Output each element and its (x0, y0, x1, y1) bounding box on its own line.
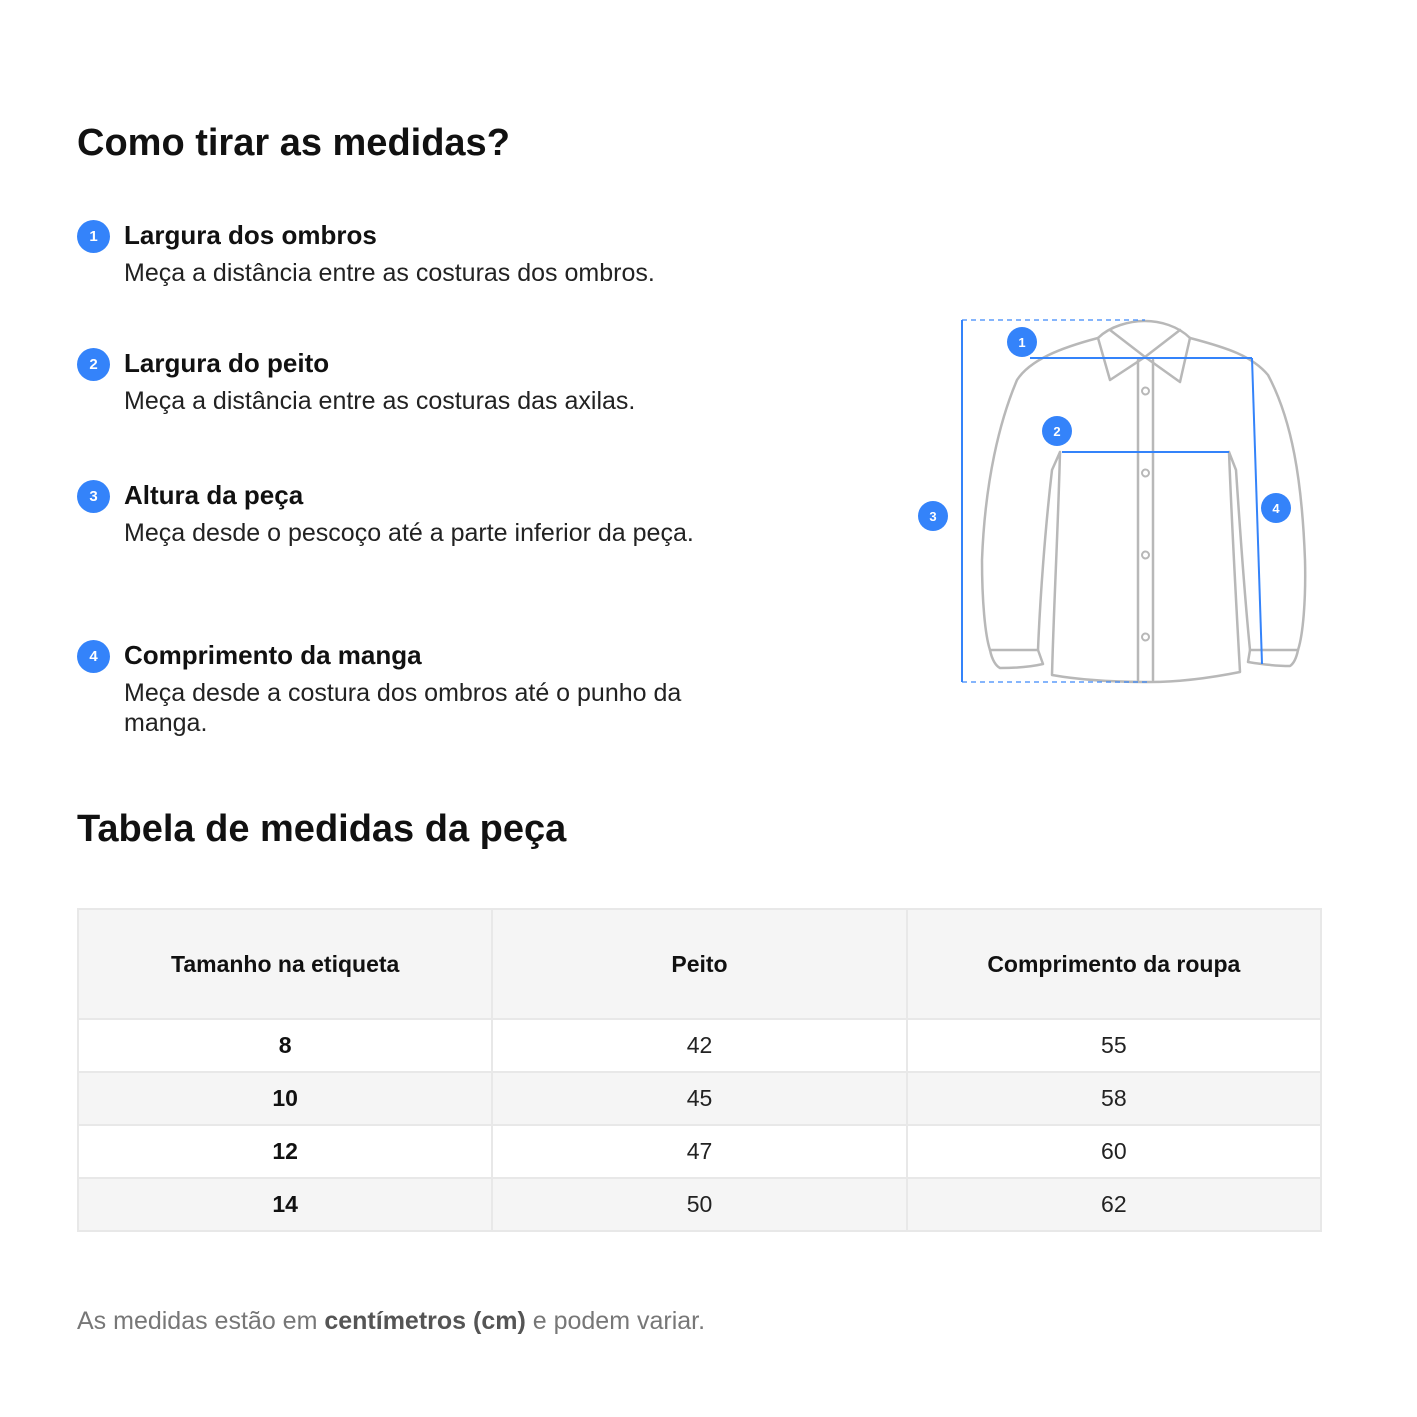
size-table-title: Tabela de medidas da peça (77, 808, 567, 850)
table-row (78, 1019, 1321, 1072)
size-cell: 12 (78, 1125, 492, 1178)
step-title: Comprimento da manga (124, 640, 422, 670)
size-cell: 14 (78, 1178, 492, 1231)
step-number-badge: 4 (77, 640, 110, 673)
size-table (77, 908, 1322, 1232)
step-number-badge: 1 (77, 220, 110, 253)
column-header-length: Comprimento da roupa (907, 909, 1321, 1019)
how-to-measure-title: Como tirar as medidas? (77, 122, 510, 164)
table-row (78, 1178, 1321, 1231)
table-row (78, 1072, 1321, 1125)
step-description: Meça desde o pescoço até a parte inferior da peça. (124, 519, 694, 547)
column-header-chest: Peito (492, 909, 906, 1019)
length-cell: 58 (907, 1072, 1321, 1125)
svg-text:2: 2 (1053, 424, 1061, 439)
table-row (78, 1125, 1321, 1178)
length-cell: 60 (907, 1125, 1321, 1178)
chest-cell: 45 (492, 1072, 906, 1125)
chest-cell: 47 (492, 1125, 906, 1178)
step-description: Meça a distância entre as costuras das axilas. (124, 387, 636, 415)
svg-text:1: 1 (1018, 335, 1026, 350)
chest-cell: 42 (492, 1019, 906, 1072)
table-header-row (78, 909, 1321, 1019)
step-title: Largura do peito (124, 348, 330, 378)
step-description: Meça desde a costura dos ombros até o punho da manga. (124, 679, 682, 737)
measurement-footnote: As medidas estão em centímetros (cm) e podem variar. (77, 1307, 706, 1335)
step-title: Altura da peça (124, 480, 304, 510)
measure-marker-2 (1042, 416, 1072, 446)
measure-marker-1 (1007, 327, 1037, 357)
shirt-measurement-icon (912, 312, 1312, 692)
step-title: Largura dos ombros (124, 220, 377, 250)
svg-text:4: 4 (1272, 501, 1280, 516)
svg-text:3: 3 (929, 509, 937, 524)
chest-cell: 50 (492, 1178, 906, 1231)
step-description: Meça a distância entre as costuras dos ombros. (124, 259, 655, 287)
unit-emphasis: centímetros (cm) (324, 1307, 526, 1335)
length-cell: 62 (907, 1178, 1321, 1231)
step-number-badge: 3 (77, 480, 110, 513)
size-cell: 10 (78, 1072, 492, 1125)
size-cell: 8 (78, 1019, 492, 1072)
measure-marker-3 (918, 501, 948, 531)
column-header-size: Tamanho na etiqueta (78, 909, 492, 1019)
measure-marker-4 (1261, 493, 1291, 523)
length-cell: 55 (907, 1019, 1321, 1072)
step-number-badge: 2 (77, 348, 110, 381)
